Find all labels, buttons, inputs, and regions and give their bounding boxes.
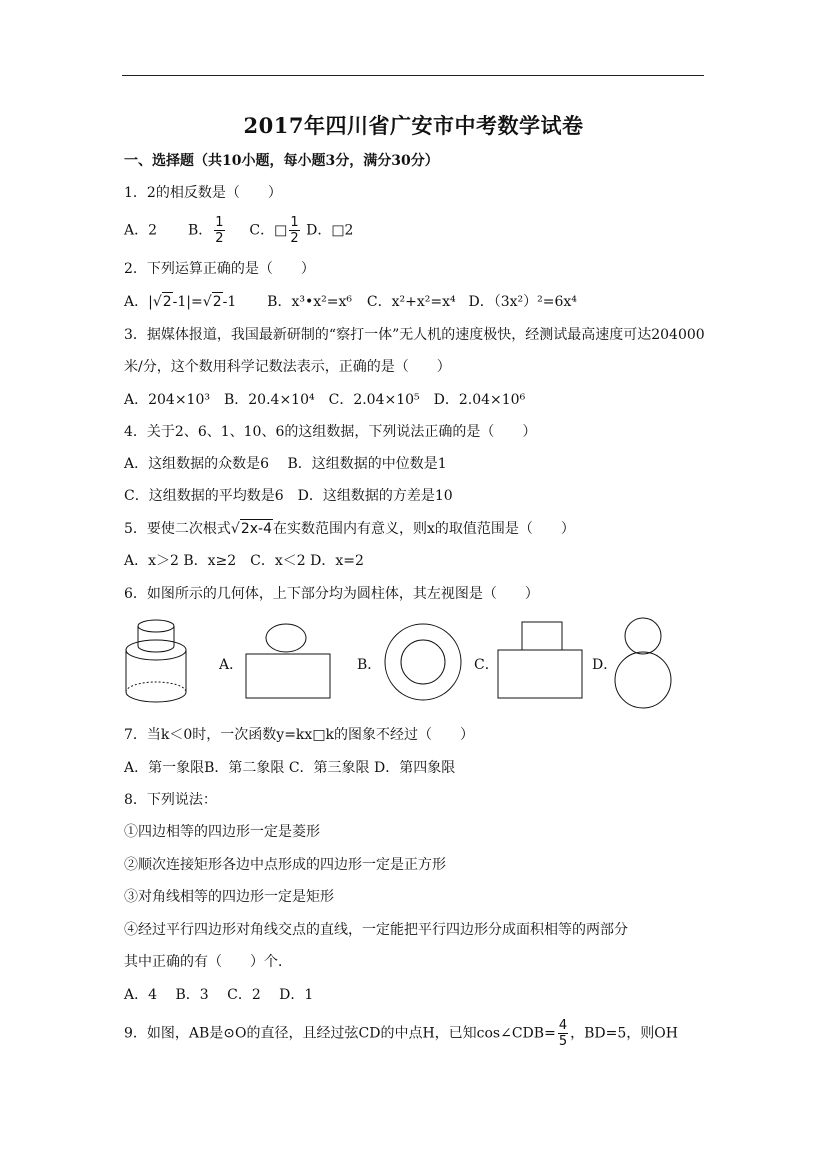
q2-stem: 2．下列运算正确的是（ ）	[124, 261, 315, 277]
q6-solid-figure	[126, 620, 186, 702]
q9-fraction: $\frac{4}{5}$	[558, 1018, 568, 1049]
q2-option-d: D．（3x²）²=6x⁴	[468, 294, 577, 310]
q6-stem: 6．如图所示的几何体，上下部分均为圆柱体，其左视图是（ ）	[124, 586, 539, 602]
q8-tail: 其中正确的有（ ）个．	[124, 954, 292, 970]
section-heading: 一、选择题（共10小题，每小题3分，满分30分）	[124, 153, 439, 169]
q4-stem: 4．关于2、6、1、10、6的这组数据，下列说法正确的是（ ）	[124, 424, 537, 440]
q1-stem: 1．2的相反数是（ ）	[124, 185, 282, 201]
q8-options: A．4 B．3 C．2 D．1	[124, 987, 314, 1003]
q4-options-ab: A．这组数据的众数是6 B．这组数据的中位数是1	[124, 456, 447, 472]
q2-option-a-label: A．|	[124, 294, 153, 310]
q1-option-c-fraction: $\frac{1}{2}$	[290, 215, 299, 246]
q1-option-a: A．2	[124, 222, 158, 239]
q1-option-c-label: C．□	[249, 222, 288, 239]
q5-stem-pre: 5．要使二次根式	[124, 521, 231, 537]
q4-options-cd: C．这组数据的平均数是6 D．这组数据的方差是10	[124, 488, 453, 504]
q5-stem: 5．要使二次根式√2x-4在实数范围内有意义，则x的取值范围是（ ）	[124, 521, 575, 537]
page-title: 2017年四川省广安市中考数学试卷	[243, 113, 584, 138]
q5-stem-post: 在实数范围内有意义，则x的取值范围是（ ）	[273, 521, 575, 537]
q1-option-b-fraction: $\frac{1}{2}$	[215, 215, 224, 246]
q7-stem: 7．当k＜0时，一次函数y=kx□k的图象不经过（ ）	[124, 727, 475, 743]
q6-option-a-figure	[246, 624, 330, 698]
q6-label-d: D．	[592, 657, 618, 673]
q8-stem: 8．下列说法：	[124, 792, 217, 808]
q8-statement-2: ②顺次连接矩形各边中点形成的四边形一定是正方形	[124, 857, 446, 873]
q5-options: A．x＞2 B．x≥2 C．x＜2 D．x=2	[124, 553, 364, 569]
q6-option-b-figure	[385, 624, 461, 700]
q3-stem-line1: 3．据媒体报道，我国最新研制的“察打一体”无人机的速度极快，经测试最高速度可达204000	[124, 327, 705, 343]
q2-radicand-1: 2	[162, 294, 172, 310]
q9-stem	[124, 1018, 678, 1049]
q2-option-b: B．x³•x²=x⁶	[267, 294, 352, 310]
q5-radicand: 2x-4	[240, 521, 272, 537]
q6-label-c: C．	[474, 657, 499, 673]
q9-stem-post: ，BD=5，则OH	[570, 1025, 678, 1042]
q6-option-c-figure	[498, 622, 582, 698]
q6-label-a: A．	[219, 657, 244, 673]
q3-stem-line2: 米/分，这个数用科学记数法表示，正确的是（ ）	[124, 359, 451, 375]
q2-option-a-mid: -1|=	[172, 294, 203, 310]
q2-option-a-tail: -1	[222, 294, 237, 310]
q8-statement-4: ④经过平行四边形对角线交点的直线，一定能把平行四边形分成面积相等的两部分	[124, 922, 628, 938]
q8-statement-1: ①四边相等的四边形一定是菱形	[124, 824, 320, 840]
q6-label-b: B．	[357, 657, 382, 673]
header-rule	[122, 75, 704, 76]
q2-radicand-2: 2	[212, 294, 222, 310]
q3-options: A．204×10³ B．20.4×10⁴ C．2.04×10⁵ D．2.04×10⁶	[124, 392, 526, 408]
q7-options: A．第一象限B．第二象限 C．第三象限 D．第四象限	[124, 760, 456, 776]
q1-options	[124, 215, 353, 246]
q9-stem-pre: 9．如图，AB是⊙O的直径，且经过弦CD的中点H，已知cos∠CDB=	[124, 1025, 556, 1042]
q2-option-c: C．x²+x²=x⁴	[366, 294, 456, 310]
q8-statement-3: ③对角线相等的四边形一定是矩形	[124, 889, 334, 905]
q2-options: A．|√2-1|=√2-1 B．x³•x²=x⁶ C．x²+x²=x⁴ D．（3x²）²=6x⁴	[124, 294, 577, 310]
q1-option-d: D．□2	[306, 222, 354, 239]
q1-option-b-label: B．	[187, 222, 213, 239]
q6-option-d-figure	[615, 618, 671, 708]
